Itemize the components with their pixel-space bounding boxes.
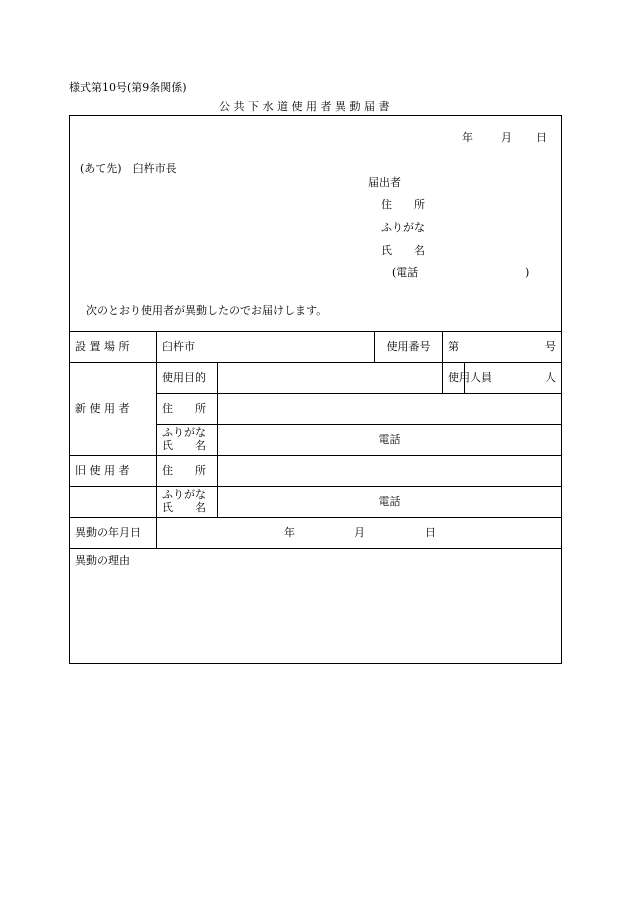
usage-number-field[interactable] (443, 332, 562, 363)
change-date-year: 年 (284, 526, 295, 539)
old-user-label: 旧 使 用 者 (70, 456, 157, 487)
change-date-field[interactable] (157, 518, 562, 549)
old-user-furigana-label: ふりがな (162, 488, 206, 502)
people-unit: 人 (545, 370, 556, 384)
date-day-label: 日 (536, 131, 547, 144)
change-date-day: 日 (425, 526, 436, 539)
change-date-label: 異動の年月日 (70, 518, 157, 549)
usage-number-suffix: 号 (545, 339, 556, 353)
purpose-label: 使用目的 (157, 363, 218, 394)
date-year-label: 年 (462, 131, 473, 144)
location-row (70, 332, 562, 363)
change-date-month: 月 (354, 526, 365, 539)
location-value[interactable]: 臼杵市 (157, 332, 375, 363)
old-user-phone-label: 電話 (378, 494, 401, 508)
document-title: 公 共 下 水 道 使 用 者 異 動 届 書 (219, 100, 390, 113)
header-box (69, 115, 562, 332)
old-user-blank (70, 487, 157, 518)
old-user-address-label: 住 所 (157, 456, 218, 487)
applicant-phone-open: (電話 (392, 266, 419, 279)
addressee: (あて先) 臼杵市長 (80, 162, 177, 175)
applicant-name-label: 氏 名 (381, 244, 425, 257)
usage-number-label: 使用番号 (375, 332, 443, 363)
old-user-address-row (70, 456, 562, 487)
new-user-phone-label: 電話 (378, 432, 401, 446)
notification-table (69, 331, 562, 664)
location-label: 設 置 場 所 (70, 332, 157, 363)
date-month-label: 月 (501, 131, 512, 144)
new-user-purpose-row (70, 363, 562, 394)
new-user-address-label: 住 所 (157, 394, 218, 425)
new-user-label: 新 使 用 者 (70, 363, 157, 456)
old-user-name-row (70, 487, 562, 518)
old-user-address-field[interactable] (218, 456, 562, 487)
old-user-name-label (157, 487, 218, 518)
purpose-field[interactable] (218, 363, 443, 394)
new-user-furigana-label: ふりがな (162, 426, 206, 440)
form-number: 様式第10号(第9条関係) (69, 81, 187, 94)
applicant-furigana-label: ふりがな (381, 221, 425, 234)
notice-statement: 次のとおり使用者が異動したのでお届けします。 (86, 304, 328, 317)
applicant-address-label: 住 所 (381, 198, 425, 211)
applicant-phone-close: ) (525, 266, 530, 279)
new-user-name-field[interactable] (218, 425, 562, 456)
applicant-heading: 届出者 (368, 176, 401, 189)
reason-field[interactable] (70, 549, 562, 664)
reason-row (70, 549, 562, 664)
old-user-name-field[interactable] (218, 487, 562, 518)
usage-number-prefix: 第 (448, 339, 459, 353)
change-date-row (70, 518, 562, 549)
new-user-name-label (157, 425, 218, 456)
new-user-kanji-name-label: 氏 名 (162, 439, 206, 452)
reason-label: 異動の理由 (75, 554, 130, 567)
people-label: 使用人員 (443, 363, 465, 394)
new-user-address-field[interactable] (218, 394, 562, 425)
old-user-kanji-name-label: 氏 名 (162, 501, 206, 514)
